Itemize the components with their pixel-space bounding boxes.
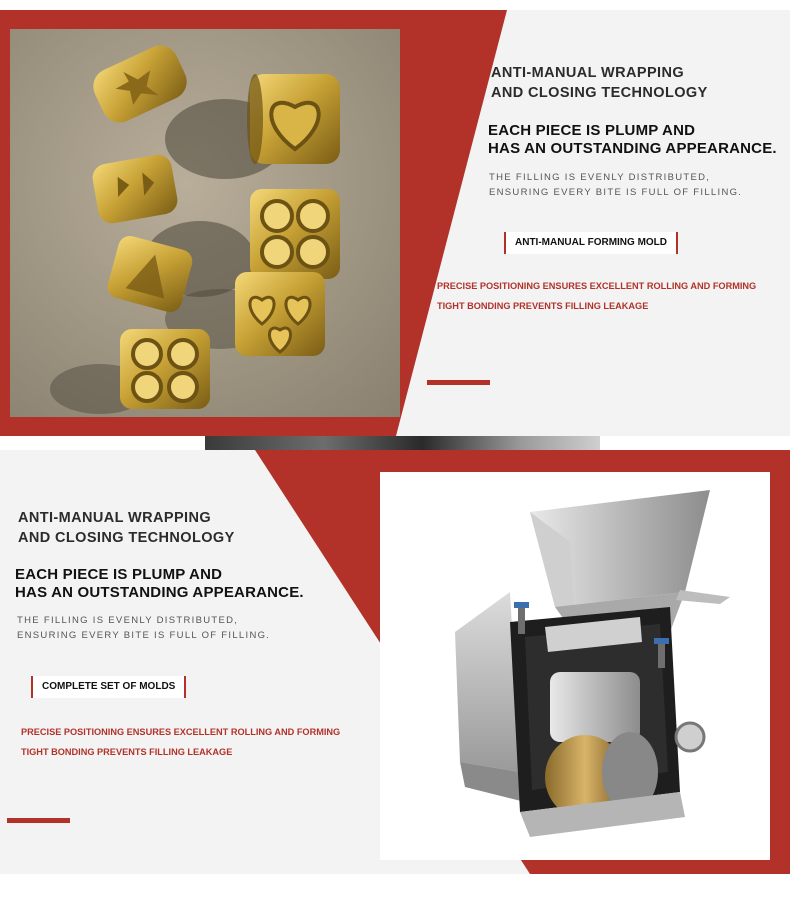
machine-photo-strip <box>205 436 600 450</box>
feature-point: PRECISE POSITIONING ENSURES EXCELLENT ROLLING AND FORMING <box>21 727 341 737</box>
feature-point: PRECISE POSITIONING ENSURES EXCELLENT ROLLING AND FORMING <box>437 281 757 291</box>
forming-machine-photo <box>380 472 770 860</box>
accent-bar <box>427 380 490 385</box>
description-line: THE FILLING IS EVENLY DISTRIBUTED, <box>17 615 239 626</box>
section-heading <box>491 63 708 103</box>
feature-section-forming-mold <box>0 10 790 436</box>
gold-molds-photo <box>10 29 400 417</box>
section-heading <box>18 508 235 548</box>
feature-point: TIGHT BONDING PREVENTS FILLING LEAKAGE <box>437 301 649 311</box>
heading-line: ANTI-MANUAL WRAPPING <box>18 510 211 526</box>
main-claim <box>15 566 304 602</box>
description-line: ENSURING EVERY BITE IS FULL OF FILLING. <box>17 630 271 641</box>
accent-bar <box>7 818 70 823</box>
description-line: ENSURING EVERY BITE IS FULL OF FILLING. <box>489 187 743 198</box>
feature-tag: COMPLETE SET OF MOLDS <box>31 676 186 698</box>
main-claim-line: EACH PIECE IS PLUMP AND <box>488 122 696 139</box>
main-claim <box>488 122 777 158</box>
main-claim-line: HAS AN OUTSTANDING APPEARANCE. <box>488 140 777 157</box>
heading-line: AND CLOSING TECHNOLOGY <box>18 530 235 546</box>
feature-point: TIGHT BONDING PREVENTS FILLING LEAKAGE <box>21 747 233 757</box>
feature-points <box>437 276 756 316</box>
feature-tag: ANTI-MANUAL FORMING MOLD <box>504 232 678 254</box>
description <box>489 170 742 200</box>
main-claim-line: HAS AN OUTSTANDING APPEARANCE. <box>15 584 304 601</box>
feature-section-complete-molds <box>0 450 790 874</box>
feature-points <box>21 722 340 762</box>
description-line: THE FILLING IS EVENLY DISTRIBUTED, <box>489 172 711 183</box>
heading-line: AND CLOSING TECHNOLOGY <box>491 85 708 101</box>
description <box>17 613 270 643</box>
main-claim-line: EACH PIECE IS PLUMP AND <box>15 566 223 583</box>
heading-line: ANTI-MANUAL WRAPPING <box>491 65 684 81</box>
